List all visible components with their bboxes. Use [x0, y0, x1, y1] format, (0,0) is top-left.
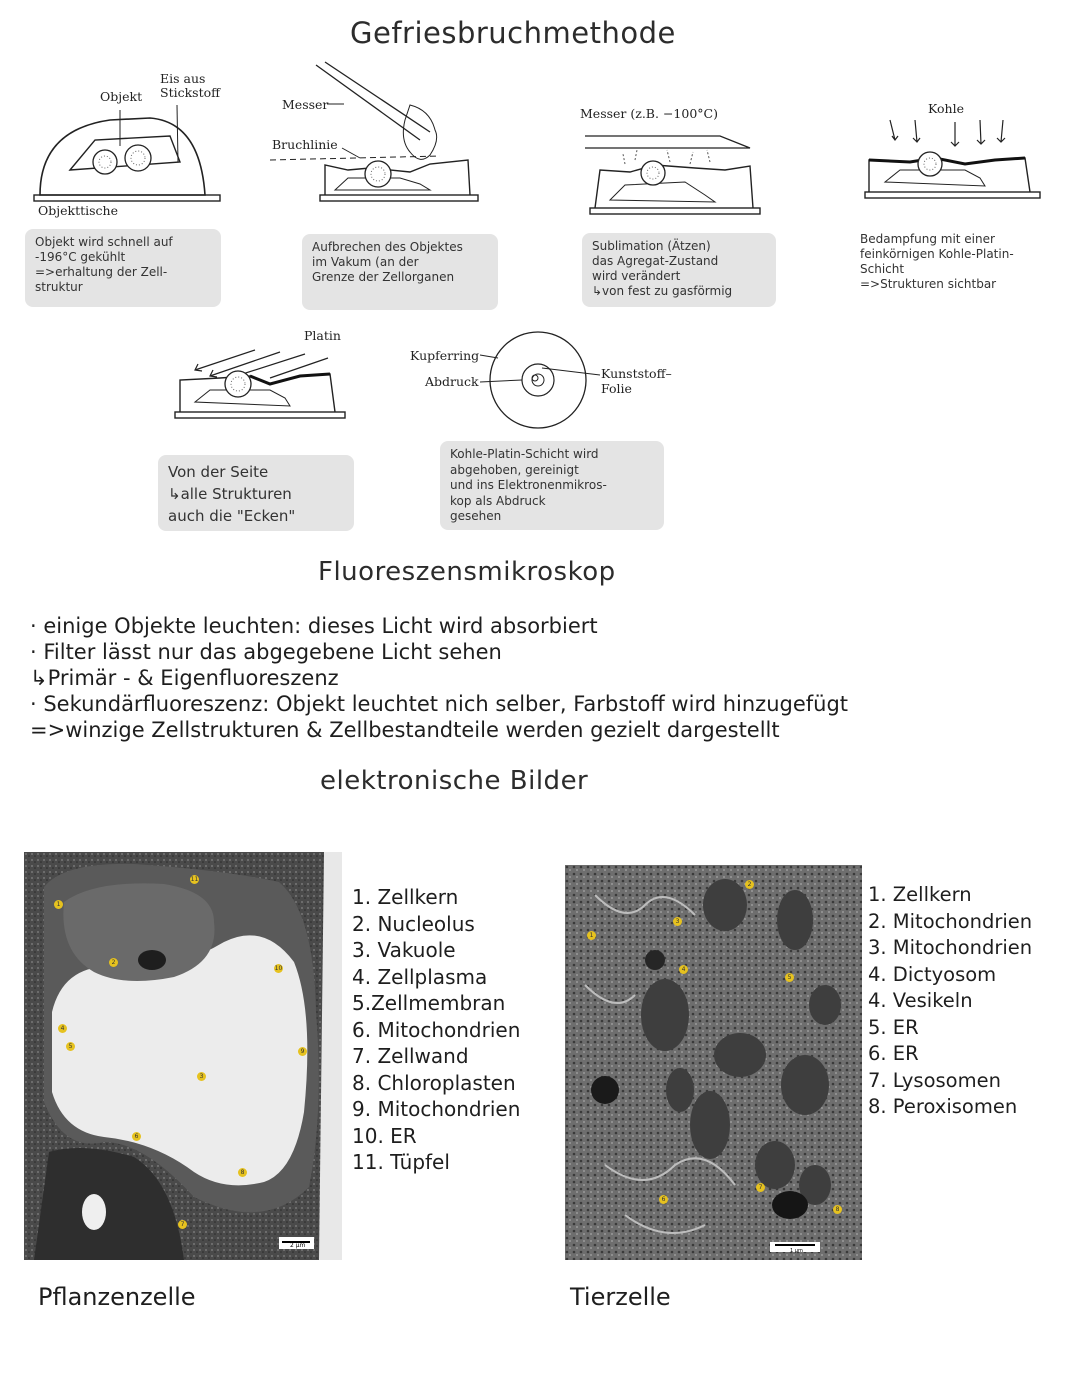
- fluor-line: · Sekundärfluoreszenz: Objekt leuchtet nich selber, Farbstoff wird hinzugefügt: [30, 692, 849, 716]
- plant-cell-micrograph: [24, 852, 342, 1260]
- animal-marker: 3: [673, 917, 682, 926]
- animal-legend-item: 2. Mitochondrien: [868, 909, 1033, 933]
- plant-marker: 1: [54, 900, 63, 909]
- animal-marker: 8: [833, 1205, 842, 1214]
- plant-legend-item: 9. Mitochondrien: [352, 1097, 521, 1121]
- plant-marker: 11: [190, 876, 199, 883]
- label-kupferring: Kupferring: [410, 348, 480, 363]
- step2-drawing: [270, 60, 490, 210]
- label-eis: Eis aus Stickstoff: [160, 71, 221, 100]
- animal-legend-item: 4. Dictyosom: [868, 962, 997, 986]
- animal-cell-micrograph: [565, 865, 862, 1260]
- fluorescence-title: Fluoreszensmikroskop: [318, 557, 616, 587]
- label-platin: Platin: [304, 328, 341, 343]
- animal-legend: [868, 882, 1032, 1121]
- fluor-line: · einige Objekte leuchten: dieses Licht wird absorbiert: [30, 614, 598, 638]
- label-kunststoff: Kunststoff– Folie: [601, 366, 672, 396]
- plant-marker: 9: [298, 1047, 307, 1056]
- animal-legend-item: 3. Mitochondrien: [868, 936, 1033, 959]
- fluor-line: ↳Primär - & Eigenfluoreszenz: [30, 666, 339, 690]
- plant-legend-item: 8. Chloroplasten: [352, 1070, 516, 1095]
- step6-drawing: [480, 330, 600, 430]
- animal-legend-item: 5. ER: [868, 1015, 919, 1039]
- plant-legend-item: 11. Tüpfel: [352, 1150, 450, 1174]
- animal-legend-item: 1. Zellkern: [868, 883, 972, 906]
- animal-marker: 4: [679, 965, 688, 974]
- plant-legend-item: 2. Nucleolus: [352, 911, 475, 936]
- plant-scale-bar: 2 µm: [290, 1242, 306, 1249]
- animal-marker: 7: [756, 1183, 765, 1192]
- animal-marker: 2: [745, 880, 754, 889]
- step5-diagram: [170, 340, 350, 430]
- fluorescence-notes: [30, 613, 848, 743]
- plant-marker: 2: [109, 958, 118, 967]
- plant-legend-item: 5.Zellmembran: [352, 991, 506, 1015]
- label-messer-3: Messer (z.B. −100°C): [580, 106, 718, 121]
- label-objekttische: Objekttische: [38, 203, 119, 218]
- step5-note: Von der Seite ↳alle Strukturen auch die "Ecken": [158, 455, 354, 531]
- plant-legend-item: 1. Zellkern: [352, 885, 459, 909]
- step4-diagram: [855, 118, 1055, 218]
- label-kohle: Kohle: [928, 101, 964, 116]
- step2-note: Aufbrechen des Objektes im Vakum (an der Grenze der Zellorganen: [302, 234, 498, 310]
- plant-legend-item: 3. Vakuole: [352, 938, 456, 962]
- animal-legend-item: 7. Lysosomen: [868, 1068, 1001, 1092]
- plant-legend-item: 4. Zellplasma: [352, 964, 488, 989]
- plant-marker: 6: [132, 1132, 141, 1141]
- animal-legend-item: 8. Peroxisomen: [868, 1095, 1018, 1118]
- plant-legend: [352, 884, 520, 1176]
- animal-cell-drawing: [565, 865, 862, 1260]
- fluor-line: =>winzige Zellstrukturen & Zellbestandteile werden gezielt dargestellt: [30, 718, 780, 742]
- label-messer-2: Messer: [282, 97, 329, 112]
- step4-note: Bedampfung mit einer feinkörnigen Kohle-Platin- Schicht =>Strukturen sichtbar: [860, 232, 1014, 291]
- plant-legend-item: 6. Mitochondrien: [352, 1017, 521, 1042]
- animal-marker: 1: [587, 931, 596, 940]
- step6-note: Kohle-Platin-Schicht wird abgehoben, gereinigt und ins Elektronenmikros- kop als Abdruck gesehen: [440, 441, 664, 530]
- plant-marker: 3: [197, 1072, 206, 1081]
- step1-note: Objekt wird schnell auf -196°C gekühlt =>erhaltung der Zell- struktur: [25, 229, 221, 307]
- plant-cell-caption: Pflanzenzelle: [38, 1283, 196, 1311]
- animal-cell-caption: Tierzelle: [570, 1283, 671, 1311]
- animal-marker: 5: [785, 973, 794, 982]
- plant-marker: 8: [238, 1168, 247, 1177]
- animal-legend-item: 4. Vesikeln: [868, 989, 973, 1012]
- plant-legend-item: 7. Zellwand: [352, 1044, 469, 1068]
- step2-diagram: [270, 60, 490, 210]
- plant-marker: 7: [178, 1220, 187, 1229]
- step4-drawing: [855, 118, 1055, 218]
- animal-marker: 6: [659, 1195, 668, 1204]
- plant-marker: 5: [66, 1042, 75, 1051]
- plant-cell-drawing: [24, 852, 342, 1260]
- step5-drawing: [170, 340, 350, 430]
- step3-note: Sublimation (Ätzen) das Agregat-Zustand wird verändert ↳von fest zu gasförmig: [582, 233, 776, 307]
- plant-marker: 4: [58, 1024, 67, 1033]
- animal-scale-bar: 1 µm: [790, 1248, 803, 1254]
- animal-legend-item: 6. ER: [868, 1042, 919, 1065]
- step3-diagram: [575, 120, 775, 230]
- step6-diagram: [480, 330, 600, 430]
- plant-marker: 10: [274, 965, 283, 972]
- plant-legend-item: 10. ER: [352, 1123, 417, 1148]
- label-bruchlinie: Bruchlinie: [272, 137, 338, 152]
- label-objekt: Objekt: [100, 89, 143, 104]
- electron-title: elektronische Bilder: [320, 766, 589, 796]
- label-abdruck: Abdruck: [425, 374, 479, 389]
- freeze-fracture-title: Gefriesbruchmethode: [350, 16, 676, 50]
- step3-drawing: [575, 120, 775, 230]
- fluor-line: · Filter lässt nur das abgegebene Licht sehen: [30, 640, 502, 664]
